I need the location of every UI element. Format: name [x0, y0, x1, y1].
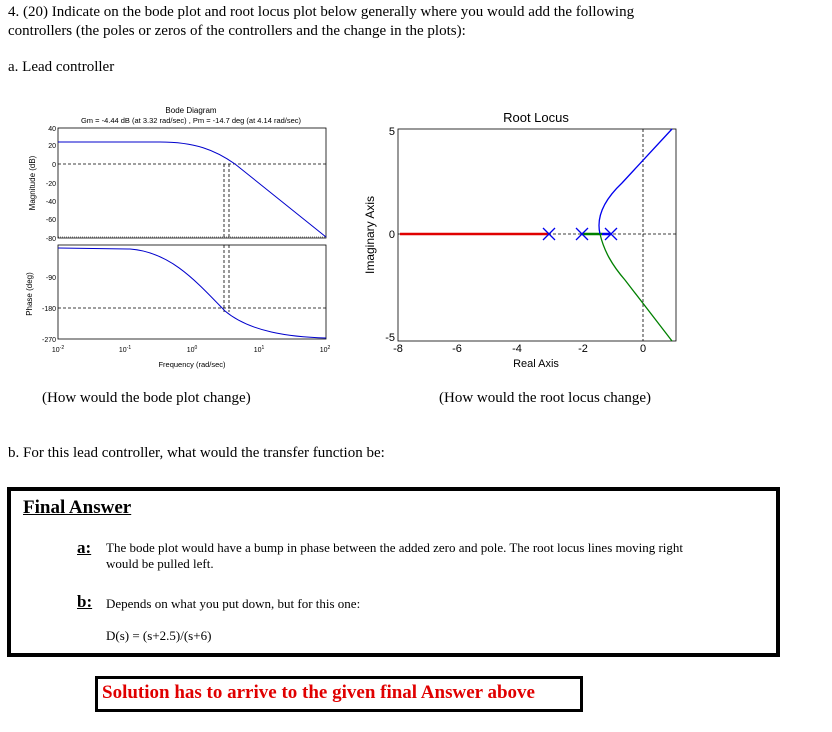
question-line-2: controllers (the poles or zeros of the controllers and the change in the plots):	[8, 23, 466, 39]
rlocus-xtick-label: 0	[639, 343, 647, 355]
bode-xlabel: Frequency (rad/sec)	[158, 360, 226, 369]
phase-axes	[58, 245, 326, 339]
rlocus-caption: (How would the root locus change)	[439, 390, 652, 406]
mag-tick-label: 0	[52, 162, 56, 169]
final-answer-heading: Final Answer	[23, 497, 132, 518]
part-a-label: a. Lead controller	[8, 59, 115, 75]
freq-tick-label: $10^{-1}$	[118, 345, 132, 354]
freq-tick-label: $10^0$	[186, 345, 198, 354]
rlocus-xtick-label: -8	[393, 343, 403, 355]
rlocus-ylabel: Imaginary Axis	[363, 195, 377, 275]
mag-tick-label: -40	[45, 199, 56, 206]
answer-a-line-2: would be pulled left.	[106, 556, 214, 571]
phase-tick-label: -90	[45, 275, 56, 282]
rlocus-title: Root Locus	[503, 110, 569, 125]
bode-margins: Gm = -4.44 dB (at 3.32 rad/sec) , Pm = -14.7 deg (at 4.14 rad/sec)	[80, 116, 302, 125]
root-locus-plot	[360, 105, 685, 367]
freq-tick-label: $10^2$	[319, 345, 331, 354]
answer-a-label: a:	[77, 538, 92, 557]
answer-b-text: Depends on what you put down, but for this one:	[106, 596, 361, 611]
mag-tick-label: -60	[45, 217, 56, 224]
magnitude-ylabel: Magnitude (dB)	[28, 155, 37, 211]
question-line-1: 4. (20) Indicate on the bode plot and root locus plot below generally where you would add the following	[8, 4, 635, 20]
final-answer-box	[7, 487, 780, 657]
phase-tick-label: -270	[41, 337, 56, 344]
solution-note-box	[95, 676, 583, 712]
rlocus-ytick-label: 5	[388, 126, 395, 138]
rlocus-xtick-label: -4	[512, 343, 522, 355]
rlocus-ytick-label: 0	[388, 229, 395, 241]
mag-tick-label: -20	[45, 181, 56, 188]
bode-diagram	[20, 100, 345, 375]
solution-note: Solution has to arrive to the given final Answer above	[102, 682, 535, 703]
mag-tick-label: 20	[48, 143, 56, 150]
freq-tick-label: $10^1$	[253, 345, 265, 354]
answer-b-label: b:	[77, 592, 93, 611]
rlocus-xlabel: Real Axis	[513, 358, 559, 367]
bode-title: Bode Diagram	[165, 106, 217, 115]
mag-tick-label: -80	[45, 236, 56, 243]
freq-tick-label: $10^{-2}$	[51, 345, 65, 354]
answer-a-line-1: The bode plot would have a bump in phase between the added zero and pole. The root locus lines moving right	[106, 540, 684, 555]
rlocus-xtick-label: -2	[578, 343, 588, 355]
part-b-label: b. For this lead controller, what would the transfer function be:	[8, 445, 385, 461]
phase-ylabel: Phase (deg)	[25, 272, 34, 316]
bode-caption: (How would the bode plot change)	[42, 390, 251, 406]
phase-tick-label: -180	[41, 306, 56, 313]
rlocus-ytick-label: -5	[385, 332, 395, 344]
mag-tick-label: 40	[48, 126, 56, 133]
transfer-function: D(s) = (s+2.5)/(s+6)	[106, 628, 212, 643]
rlocus-xtick-label: -6	[452, 343, 462, 355]
